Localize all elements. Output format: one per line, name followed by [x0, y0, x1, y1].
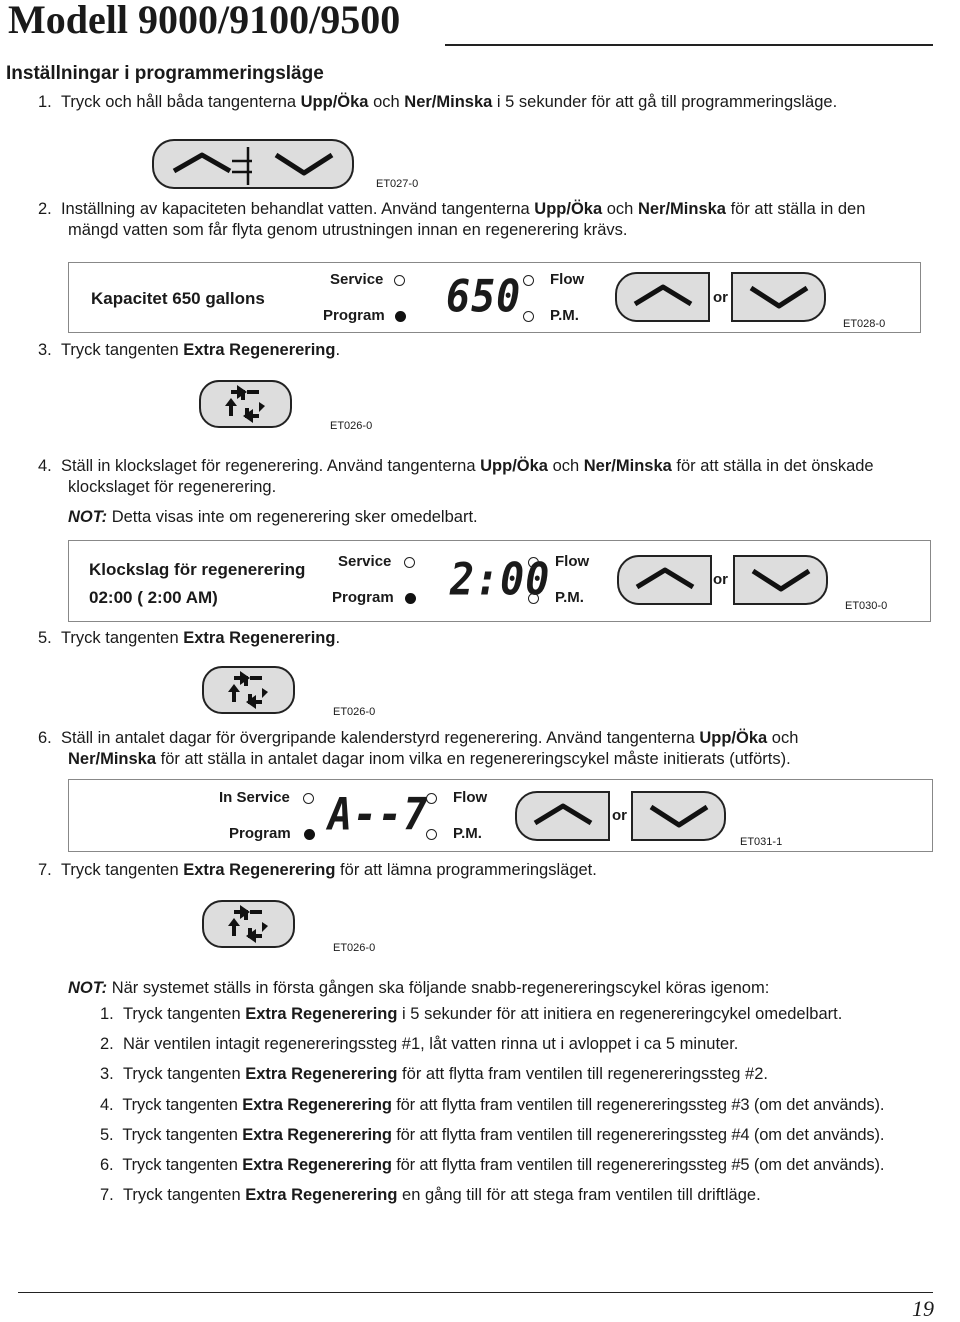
extra-regeneration-button[interactable]: [199, 380, 292, 428]
regenerate-arrows-icon: [204, 668, 293, 712]
flow-indicator-label: Flow: [550, 271, 585, 288]
chevron-up-icon: [617, 274, 708, 320]
figure-code: ET026-0: [333, 942, 376, 954]
program-indicator-label: Program: [323, 307, 385, 324]
list-item: 1. Tryck tangenten Extra Regenerering i 5 sekunder för att initiera en regenereringcykel omedelbart.: [100, 1005, 843, 1023]
program-indicator-label: Program: [332, 589, 394, 606]
flow-indicator-label: Flow: [555, 553, 590, 570]
extra-regeneration-button[interactable]: [202, 900, 295, 948]
flow-led: [523, 275, 534, 286]
pm-led: [426, 829, 437, 840]
chevron-down-icon: [733, 274, 824, 320]
figure-code: ET030-0: [845, 600, 888, 612]
list-item: 2. När ventilen intagit regenereringssteg #1, låt vatten rinna ut i avloppet i ca 5 minuter.: [100, 1035, 739, 1053]
lcd-display: 650: [446, 271, 522, 323]
lcd-display: 2:00: [450, 554, 551, 606]
note-2: NOT: När systemet ställs in första gången ska följande snabb-regenereringscykel köras igenom:: [68, 979, 770, 997]
chevron-up-icon: [619, 557, 710, 603]
pm-indicator-label: P.M.: [453, 825, 482, 842]
list-item: 7. Tryck tangenten Extra Regenerering en gång till för att stega fram ventilen till driftläge.: [100, 1186, 761, 1204]
service-led: [404, 557, 415, 568]
down-button[interactable]: [631, 791, 726, 841]
or-label: or: [612, 807, 627, 824]
step-3: 3. Tryck tangenten Extra Regenerering.: [38, 341, 341, 359]
down-button[interactable]: [733, 555, 828, 605]
section-heading: Inställningar i programmeringsläge: [6, 63, 324, 84]
pm-led: [528, 593, 539, 604]
chevron-down-icon: [735, 557, 826, 603]
service-indicator-label: In Service: [219, 789, 290, 806]
regenerate-arrows-icon: [204, 902, 293, 946]
footer-divider: [18, 1292, 933, 1293]
step-4-line-2: klockslaget för regenerering.: [68, 478, 277, 496]
step-6-line-2: Ner/Minska för att ställa in antalet dagar inom vilka en regenereringscykel måste initierats (utförts).: [68, 750, 791, 768]
down-button[interactable]: [731, 272, 826, 322]
step-1: 1. Tryck och håll båda tangenterna Upp/Öka och Ner/Minska i 5 sekunder för att gå till programmeringsläge.: [38, 93, 838, 111]
lcd-display: A--7: [328, 789, 429, 841]
control-panel-days: [68, 779, 933, 852]
service-led: [303, 793, 314, 804]
chevron-down-icon: [252, 141, 350, 187]
panel-label: Kapacitet 650 gallons: [91, 289, 265, 308]
down-button[interactable]: [252, 139, 354, 189]
figure-code: ET027-0: [376, 178, 419, 190]
step-5: 5. Tryck tangenten Extra Regenerering.: [38, 629, 341, 647]
or-label: or: [713, 289, 728, 306]
step-7: 7. Tryck tangenten Extra Regenerering för att lämna programmeringsläget.: [38, 861, 597, 879]
program-led: [405, 593, 416, 604]
page-title: Modell 9000/9100/9500: [8, 0, 401, 42]
up-button[interactable]: [615, 272, 710, 322]
service-led: [394, 275, 405, 286]
step-2: 2. Inställning av kapaciteten behandlat vatten. Använd tangenterna Upp/Öka och Ner/Minska för att ställa in den: [38, 200, 866, 218]
flow-indicator-label: Flow: [453, 789, 488, 806]
extra-regeneration-button[interactable]: [202, 666, 295, 714]
flow-led: [528, 557, 539, 568]
chevron-down-icon: [633, 793, 724, 839]
or-label: or: [713, 571, 728, 588]
step-6: 6. Ställ in antalet dagar för övergripande kalenderstyrd regenerering. Använd tangenterna Upp/Öka och: [38, 729, 799, 747]
list-item: 5. Tryck tangenten Extra Regenerering för att flytta fram ventilen till regenereringssteg #4 (om det används).: [100, 1126, 885, 1144]
panel-label-value: 02:00 ( 2:00 AM): [89, 588, 218, 607]
figure-code: ET026-0: [333, 706, 376, 718]
service-indicator-label: Service: [338, 553, 392, 570]
regenerate-arrows-icon: [201, 382, 290, 426]
note-1: NOT: Detta visas inte om regenerering sker omedelbart.: [68, 508, 478, 526]
figure-code: ET026-0: [330, 420, 373, 432]
service-indicator-label: Service: [330, 271, 384, 288]
up-button[interactable]: [515, 791, 610, 841]
figure-code: ET031-1: [740, 836, 783, 848]
flow-led: [426, 793, 437, 804]
chevron-up-icon: [517, 793, 608, 839]
list-item: 4. Tryck tangenten Extra Regenerering för att flytta fram ventilen till regenereringssteg #3 (om det används).: [100, 1096, 885, 1114]
pm-led: [523, 311, 534, 322]
program-led: [304, 829, 315, 840]
panel-label: Klockslag för regenerering: [89, 560, 306, 579]
pm-indicator-label: P.M.: [550, 307, 579, 324]
step-2-line-2: mängd vatten som får flyta genom utrustningen innan en regenerering krävs.: [68, 221, 628, 239]
list-item: 3. Tryck tangenten Extra Regenerering för att flytta fram ventilen till regenereringssteg #2.: [100, 1065, 768, 1083]
up-button[interactable]: [617, 555, 712, 605]
step-4: 4. Ställ in klockslaget för regenerering. Använd tangenterna Upp/Öka och Ner/Minska för att ställa in det önskade: [38, 457, 874, 475]
list-item: 6. Tryck tangenten Extra Regenerering för att flytta fram ventilen till regenereringssteg #5 (om det används).: [100, 1156, 885, 1174]
figure-code: ET028-0: [843, 318, 886, 330]
pm-indicator-label: P.M.: [555, 589, 584, 606]
title-divider: [445, 44, 933, 46]
program-indicator-label: Program: [229, 825, 291, 842]
page-number: 19: [912, 1296, 934, 1321]
program-led: [395, 311, 406, 322]
